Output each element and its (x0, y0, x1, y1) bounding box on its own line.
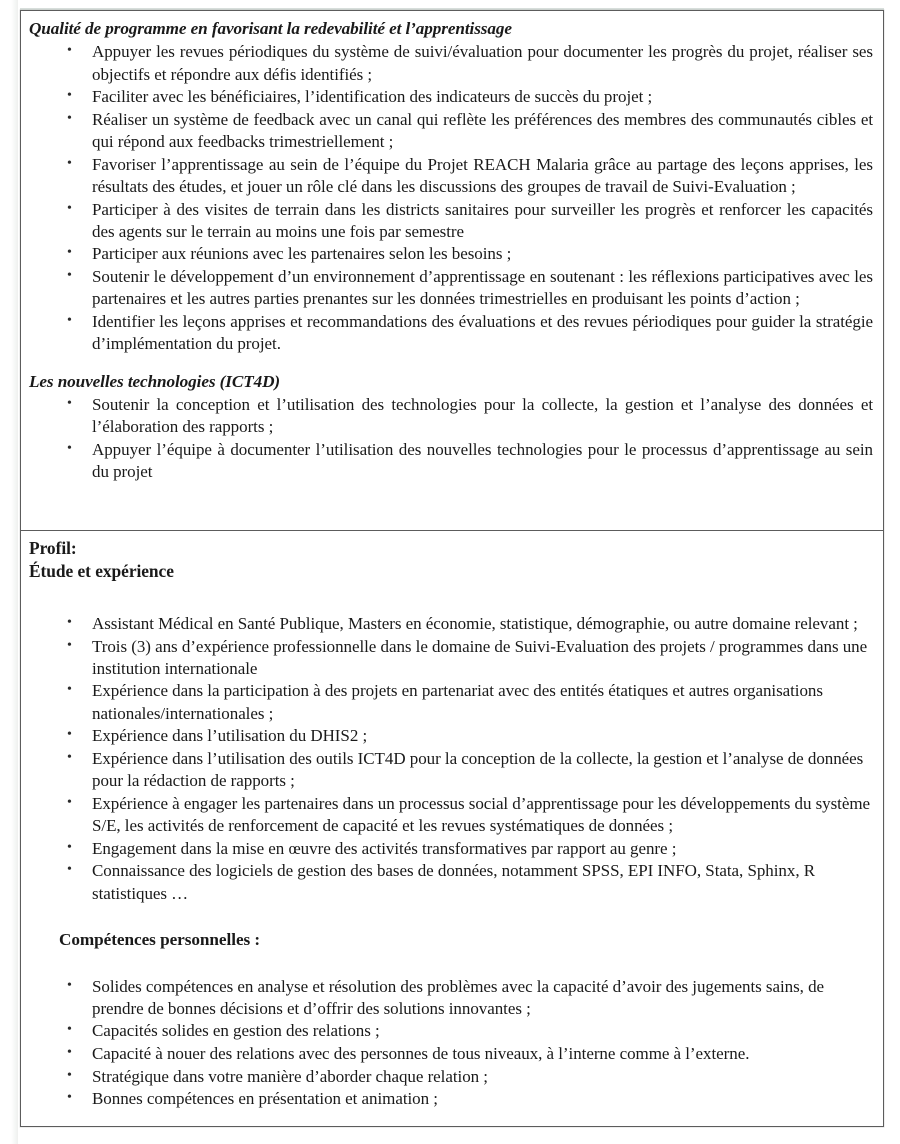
list-item: • Participer à des visites de terrain dans les districts sanitaires pour surveiller les progrès et renforcer les capacités des agents sur le terrain au moins une fois par semestre (29, 199, 873, 243)
list-item: • Stratégique dans votre manière d’aborder chaque relation ; (29, 1066, 873, 1088)
table-cell-profil (21, 531, 883, 1111)
spacer (29, 952, 873, 976)
list-item: • Favoriser l’apprentissage au sein de l’équipe du Projet REACH Malaria grâce au partage des leçons apprises, les résultats des études, et jouer un rôle clé dans les discussions des groupes de travail de Suivi-Evaluation ; (29, 154, 873, 198)
spacer (29, 583, 873, 613)
responsibilities-bullet-list (29, 41, 873, 355)
spacer (29, 905, 873, 929)
list-item: • Faciliter avec les bénéficiaires, l’identification des indicateurs de succès du projet ; (29, 86, 873, 108)
list-item: • Expérience dans l’utilisation du DHIS2 ; (29, 725, 873, 747)
list-item: • Appuyer l’équipe à documenter l’utilisation des nouvelles technologies pour le processus d’apprentissage au sein du projet (29, 439, 873, 483)
list-item: • Capacités solides en gestion des relations ; (29, 1020, 873, 1042)
list-item: • Capacité à nouer des relations avec des personnes de tous niveaux, à l’interne comme à l’externe. (29, 1043, 873, 1065)
list-item: • Soutenir la conception et l’utilisation des technologies pour la collecte, la gestion et l’analyse des données et l’élaboration des rapports ; (29, 394, 873, 438)
scan-edge-shadow (11, 0, 18, 1144)
section-heading-ict4d: Les nouvelles technologies (ICT4D) (29, 371, 281, 391)
list-item: • Solides compétences en analyse et résolution des problèmes avec la capacité d’avoir des jugements sains, de prendre de bonnes décisions et d’offrir des solutions innovantes ; (29, 976, 873, 1020)
ict4d-bullet-list (29, 394, 873, 483)
competences-bullet-list (29, 976, 873, 1111)
list-item: • Connaissance des logiciels de gestion des bases de données, notamment SPSS, EPI INFO, Stata, Sphinx, R statistiques … (29, 860, 873, 904)
list-item: • Réaliser un système de feedback avec un canal qui reflète les préférences des membres des communautés cibles et qui répond aux feedbacks trimestriellement ; (29, 109, 873, 153)
section-heading-etude-experience: Étude et expérience (29, 560, 174, 581)
profil-bullet-list (29, 613, 873, 905)
table-cell-responsibilities (21, 11, 883, 531)
list-item: • Engagement dans la mise en œuvre des activités transformatives par rapport au genre ; (29, 838, 873, 860)
section-heading-profil: Profil: (29, 538, 77, 558)
list-item: • Identifier les leçons apprises et recommandations des évaluations et des revues périodiques pour guider la stratégie d’implémentation du projet. (29, 311, 873, 355)
section-heading-program-quality: Qualité de programme en favorisant la redevabilité et l’apprentissage (29, 19, 512, 38)
list-item: • Bonnes compétences en présentation et animation ; (29, 1088, 873, 1110)
list-item: • Soutenir le développement d’un environnement d’apprentissage en soutenant : les réflexions participatives avec les partenaires et les autres parties prenantes sur les données trimestrielles en produisant les points d’action ; (29, 266, 873, 310)
list-item: • Trois (3) ans d’expérience professionnelle dans le domaine de Suivi-Evaluation des projets / programmes dans une institution internationale (29, 636, 873, 680)
list-item: • Expérience dans l’utilisation des outils ICT4D pour la conception de la collecte, la gestion et l’analyse de données pour la rédaction de rapports ; (29, 748, 873, 792)
list-item: • Expérience à engager les partenaires dans un processus social d’apprentissage pour les développements du système S/E, les activités de renforcement de capacité et les revues systématiques de données ; (29, 793, 873, 837)
list-item: • Participer aux réunions avec les partenaires selon les besoins ; (29, 243, 873, 265)
list-item: • Assistant Médical en Santé Publique, Masters en économie, statistique, démographie, ou autre domaine relevant ; (29, 613, 873, 635)
list-item: • Appuyer les revues périodiques du système de suivi/évaluation pour documenter les progrès du projet, réaliser ses objectifs et répondre aux défis identifiés ; (29, 41, 873, 85)
section-heading-competences-personnelles: Compétences personnelles : (59, 930, 261, 950)
document-table (20, 10, 884, 1127)
spacer (29, 356, 873, 371)
list-item: • Expérience dans la participation à des projets en partenariat avec des entités étatiques et autres organisations nationales/internationales ; (29, 680, 873, 724)
